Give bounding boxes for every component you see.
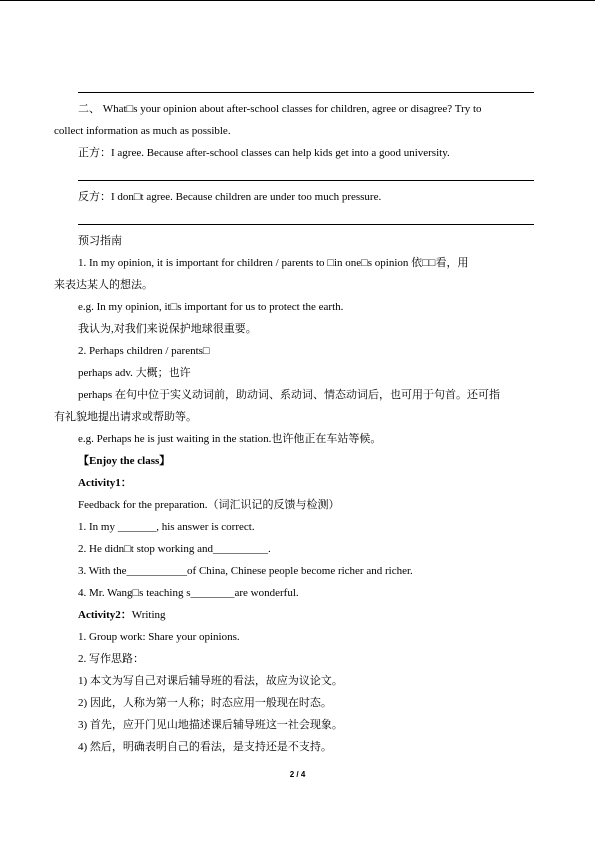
- exercise-item: 2. He didn□t stop working and__________.: [78, 543, 271, 555]
- preview-item-2: 2. Perhaps children / parents□: [78, 345, 210, 357]
- exercise-item: 4. Mr. Wang□s teaching s________are wonderful.: [78, 587, 299, 599]
- question-2-line-2: collect information as much as possible.: [54, 125, 231, 137]
- pro-argument: 正方：I agree. Because after-school classes can help kids get into a good university.: [78, 147, 450, 159]
- activity-2-item: 1. Group work: Share your opinions.: [78, 631, 240, 643]
- activity-2-subtitle: Writing: [131, 609, 166, 621]
- activity-2-item: 1) 本文为写自己对课后辅导班的看法，故应为议论文。: [78, 675, 343, 687]
- question-2-line-1: 二、 What□s your opinion about after-school classes for children, agree or disagree? Try to: [78, 103, 482, 115]
- preview-item-1: 1. In my opinion, it is important for children / parents to □in one□s opinion 依□□看，用: [78, 257, 469, 269]
- preview-heading: 预习指南: [78, 235, 122, 247]
- preview-item-1-example: e.g. In my opinion, it□s important for us to protect the earth.: [78, 301, 344, 313]
- preview-item-1-continued: 来表达某人的想法。: [54, 279, 153, 291]
- exercise-item: 3. With the___________of China, Chinese people become richer and richer.: [78, 565, 413, 577]
- preview-item-2-note: perhaps 在句中位于实义动词前，助动词、系动词、情态动词后，也可用于句首。还可指: [78, 389, 500, 401]
- activity-2-item: 2. 写作思路：: [78, 653, 144, 665]
- answer-line: [78, 92, 534, 93]
- activity-2-item: 4) 然后，明确表明自己的看法，是支持还是不支持。: [78, 741, 332, 753]
- section-heading: 【Enjoy the class】: [78, 455, 171, 467]
- activity-2-item: 3) 首先，应开门见山地描述课后辅导班这一社会现象。: [78, 719, 343, 731]
- page-number: 2 / 4: [289, 770, 306, 779]
- activity-2-title-line: [78, 609, 166, 622]
- activity-1-intro: Feedback for the preparation.（词汇识记的反馈与检测）: [78, 499, 340, 511]
- con-argument: 反方：I don□t agree. Because children are under too much pressure.: [78, 191, 382, 203]
- answer-line: [78, 224, 534, 225]
- page-top-border: [0, 0, 595, 1]
- exercise-item: 1. In my _______, his answer is correct.: [78, 521, 255, 533]
- preview-item-2-example: e.g. Perhaps he is just waiting in the station.也许他正在车站等候。: [78, 433, 382, 445]
- activity-2-title: Activity2：: [78, 609, 132, 621]
- answer-line: [78, 180, 534, 181]
- preview-item-2-note-continued: 有礼貌地提出请求或帮助等。: [54, 411, 197, 423]
- preview-item-2-definition: perhaps adv. 大概；也许: [78, 367, 191, 379]
- activity-1-title: Activity1：: [78, 477, 132, 489]
- preview-item-1-translation: 我认为,对我们来说保护地球很重要。: [78, 323, 257, 335]
- activity-2-item: 2) 因此，人称为第一人称；时态应用一般现在时态。: [78, 697, 332, 709]
